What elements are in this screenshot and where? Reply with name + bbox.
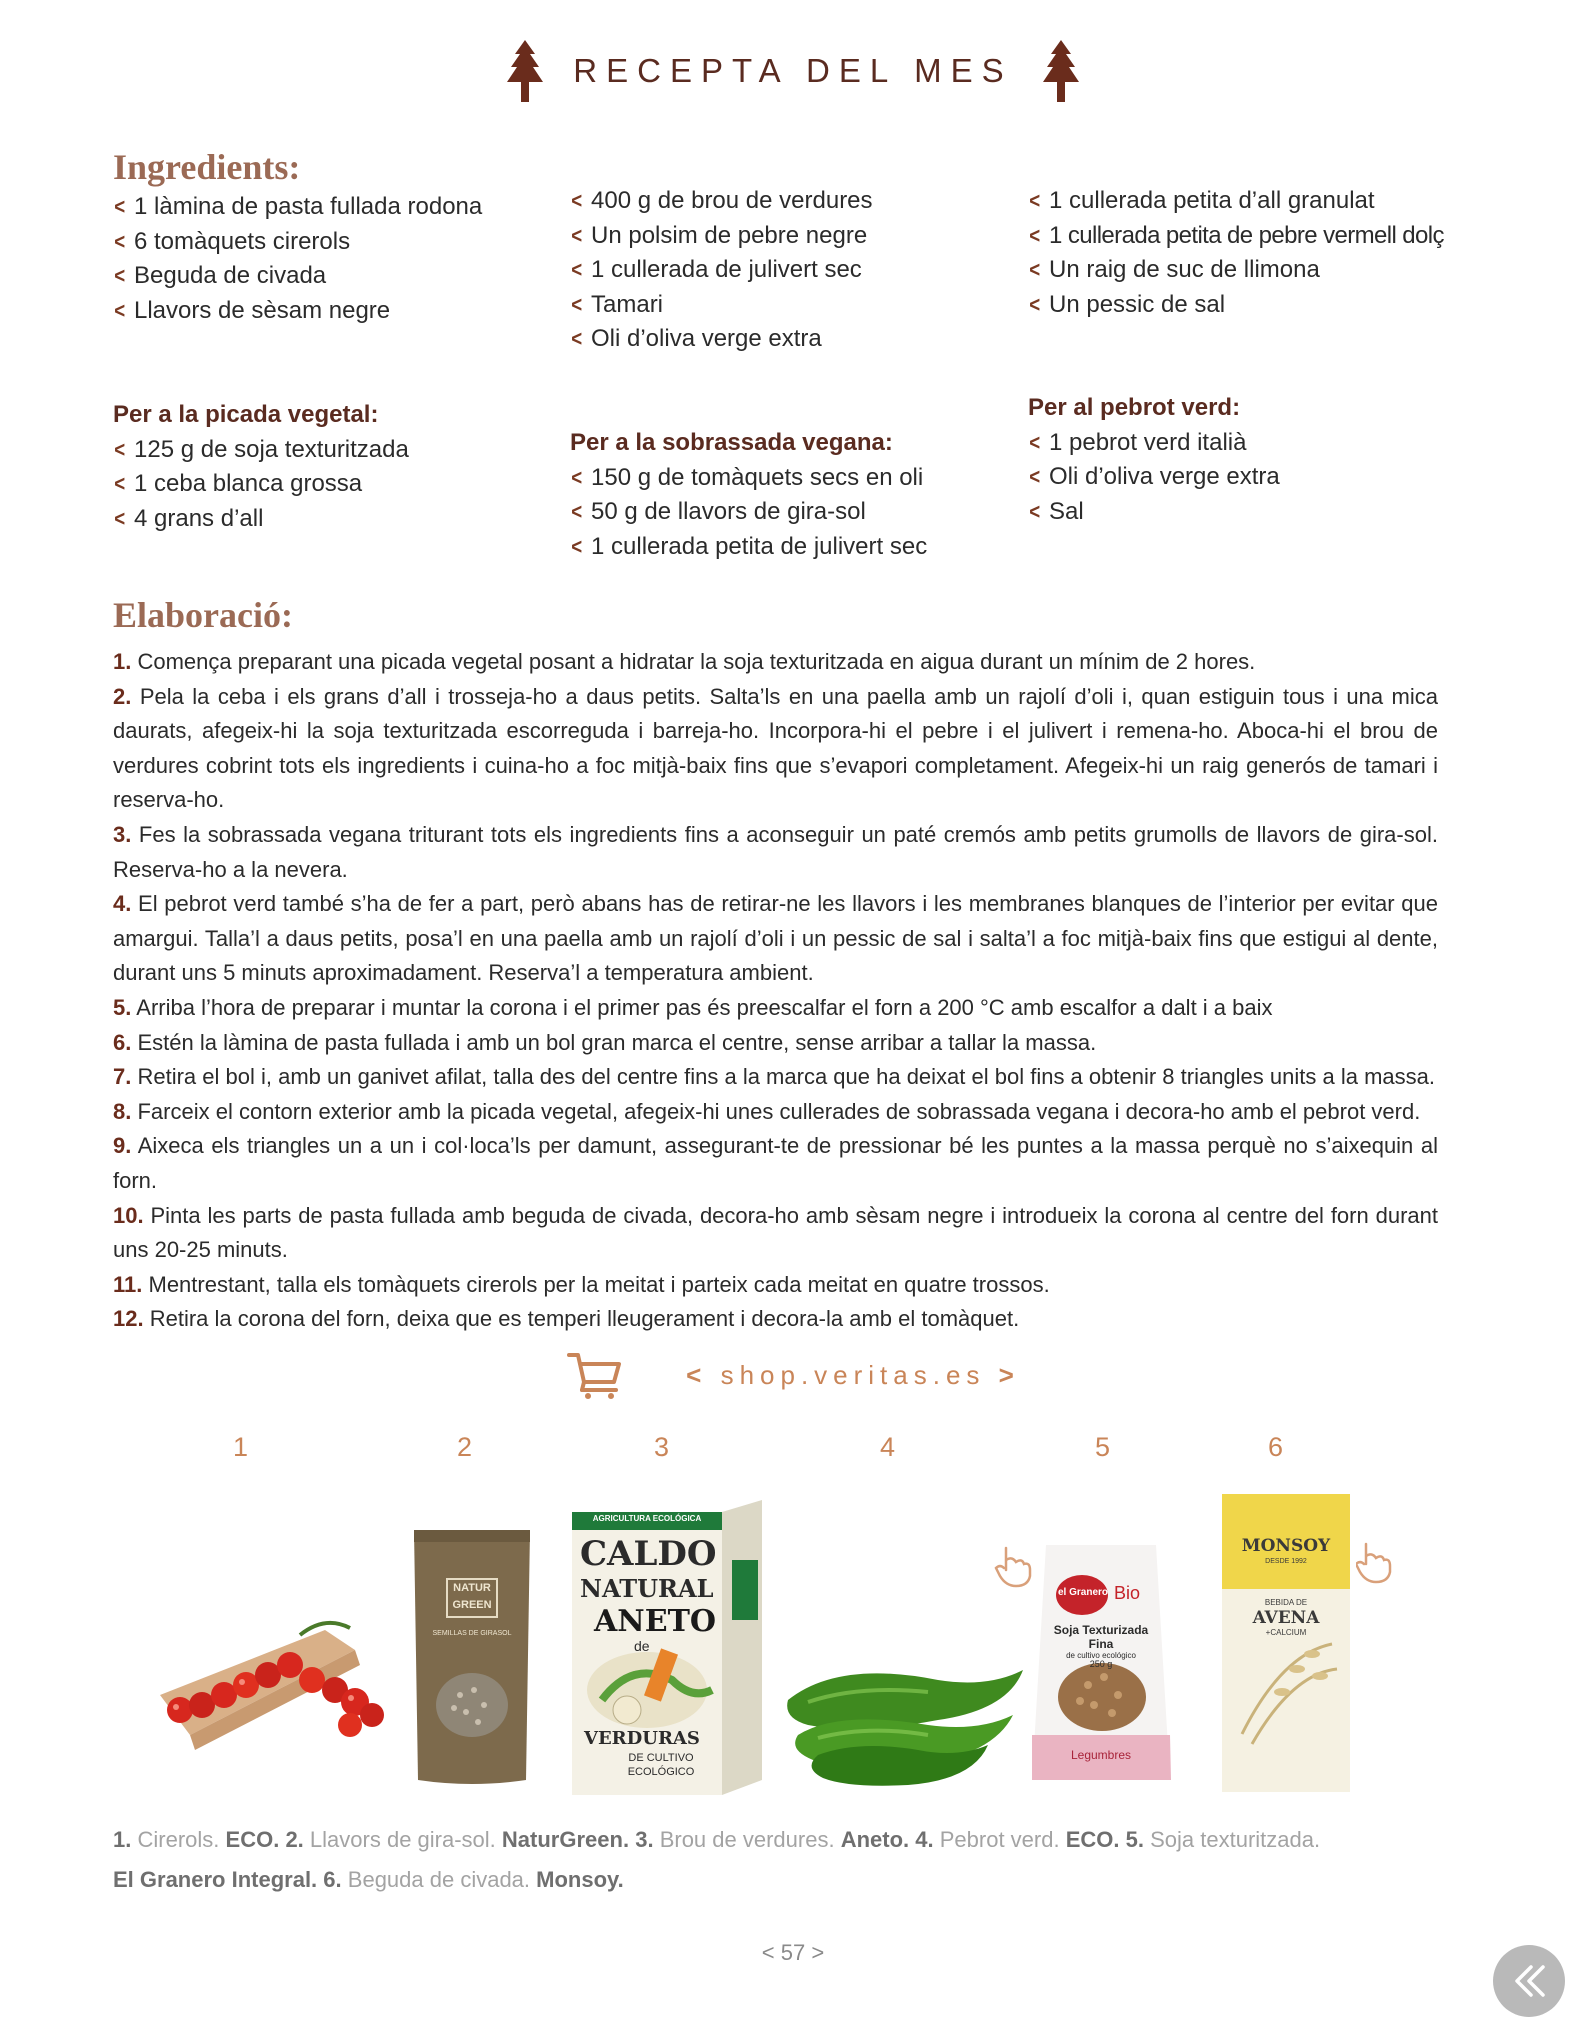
- list-item: < 1 làmina de pasta fullada rodona: [113, 190, 482, 225]
- chevron-left-icon: <: [114, 263, 126, 288]
- product-label: AGRICULTURA ECOLÓGICA: [592, 1514, 702, 1523]
- picada-list: [113, 398, 409, 536]
- product-label: AVENA: [1252, 1608, 1320, 1628]
- product-number: 4: [880, 1432, 896, 1462]
- product-number: 3: [654, 1432, 670, 1462]
- chevron-left-icon: <: [1029, 291, 1041, 317]
- hand-pointer-icon[interactable]: [1356, 1540, 1398, 1584]
- product-label: de: [634, 1638, 650, 1654]
- chevron-left-icon: <: [1029, 429, 1041, 455]
- green-peppers-image[interactable]: [778, 1640, 1028, 1790]
- step: 1. Comença preparant una picada vegetal posant a hidratar la soja texturitzada en aigua durant un mínim de 2 hores.: [113, 649, 1256, 674]
- brand-logo: NATUR GREEN: [446, 1578, 498, 1618]
- product-label: CALDO: [580, 1534, 717, 1574]
- product-label: Fina: [1088, 1637, 1114, 1651]
- list-item: < Oli d’oliva verge extra: [1028, 460, 1280, 495]
- product-label: Legumbres: [1070, 1748, 1132, 1762]
- chevron-left-icon: <: [114, 436, 126, 462]
- list-item: < 6 tomàquets cirerols: [113, 225, 482, 260]
- list-item: < Un raig de suc de llimona: [1028, 253, 1444, 288]
- vegetable-broth-image[interactable]: [572, 1500, 764, 1795]
- shop-link[interactable]: [0, 1350, 1586, 1400]
- list-item: < Un pessic de sal: [1028, 288, 1444, 323]
- sobrassada-title: Per a la sobrassada vegana:: [570, 429, 893, 456]
- chevron-left-icon: <: [571, 188, 583, 213]
- product-label: de cultivo ecológico: [1066, 1651, 1136, 1660]
- pine-tree-icon: [1041, 40, 1081, 102]
- chevron-left-icon: <: [571, 291, 583, 317]
- shop-url-link[interactable]: < shop.veritas.es >: [686, 1359, 1020, 1390]
- list-item: < 1 cullerada petita de pebre vermell dolç: [1028, 219, 1444, 254]
- chevron-left-icon: <: [114, 194, 126, 219]
- brand-logo: ANETO: [594, 1604, 717, 1639]
- chevron-left-icon: <: [114, 505, 126, 531]
- step: 5. Arriba l’hora de preparar i muntar la corona i el primer pas és preescalfar el forn a 200 °C amb escalfor a dalt i a baix: [113, 994, 1273, 1020]
- page-number: < 57 >: [761, 1940, 825, 1965]
- product-number: 1: [233, 1432, 249, 1462]
- list-item: < Beguda de civada: [113, 259, 482, 294]
- chevron-left-icon: <: [571, 464, 583, 490]
- back-button[interactable]: [1493, 1945, 1565, 2017]
- product-label: DE CULTIVO: [628, 1752, 694, 1764]
- product-label: 250 g: [1089, 1659, 1113, 1669]
- product-label: ECOLÓGICO: [627, 1766, 695, 1778]
- list-item: < 1 pebrot verd italià: [1028, 426, 1280, 461]
- list-item: < 150 g de tomàquets secs en oli: [570, 461, 927, 496]
- chevron-left-icon: <: [571, 257, 583, 282]
- product-label: Soja Texturizada: [1053, 1623, 1149, 1637]
- step: 6. Estén la làmina de pasta fullada i amb un bol gran marca el centre, sense arribar a tallar la massa.: [113, 1029, 1097, 1055]
- cherry-tomatoes-image[interactable]: [150, 1610, 385, 1755]
- chevron-left-icon: <: [571, 499, 583, 524]
- product-label: +CALCIUM: [1265, 1628, 1307, 1637]
- ingredients-col1: [113, 190, 482, 328]
- oat-drink-image[interactable]: [1222, 1494, 1350, 1792]
- pine-tree-icon: [505, 40, 545, 102]
- chevron-left-icon: <: [1029, 257, 1041, 282]
- list-item: < 1 cullerada de julivert sec: [570, 253, 873, 288]
- product-number: 2: [457, 1432, 473, 1462]
- chevron-left-icon: <: [571, 222, 583, 248]
- list-item: < Un polsim de pebre negre: [570, 219, 873, 254]
- ingredients-col2: [570, 184, 873, 357]
- list-item: < Oli d’oliva verge extra: [570, 322, 873, 357]
- product-label: NATURAL: [580, 1574, 714, 1603]
- steps-list: [113, 645, 1438, 1337]
- list-item: < 400 g de brou de verdures: [570, 184, 873, 219]
- product-label: BEBIDA DE: [1264, 1598, 1308, 1607]
- picada-title: Per a la picada vegetal:: [113, 401, 379, 428]
- step: 2. Pela la ceba i els grans d’all i trosseja-ho a daus petits. Salta’ls en una paella amb un rajolí d’oli i, quan estiguin tous i una mica daurats, afegeix-hi la soja texturitzada escorreguda i barreja-ho. Incorpora-hi el pebre i el julivert i remena-ho. Aboca-hi el brou de verdures cobrint tots els ingredients i cuina-ho a foc mitjà-baix fins que s’evapori completament. Afegeix-hi un raig generós de tamari i reserva-ho.: [113, 683, 1438, 813]
- list-item: < Llavors de sèsam negre: [113, 294, 482, 329]
- pebrot-title: Per al pebrot verd:: [1028, 394, 1241, 421]
- chevron-left-icon: <: [1029, 222, 1041, 248]
- list-item: < 4 grans d’all: [113, 502, 409, 537]
- chevron-left-icon: <: [114, 471, 126, 496]
- page-title: RECEPTA DEL MES: [573, 52, 1013, 89]
- sunflower-seeds-image[interactable]: [408, 1530, 536, 1785]
- shopping-cart-icon[interactable]: [566, 1350, 624, 1400]
- chevron-left-icon: <: [1029, 498, 1041, 524]
- step: 3. Fes la sobrassada vegana triturant tots els ingredients fins a aconseguir un paté cremós amb petits grumolls de llavors de gira-sol. Reserva-ho a la nevera.: [113, 821, 1438, 882]
- ingredients-title: Ingredients:: [113, 147, 301, 187]
- list-item: < 1 cullerada petita de julivert sec: [570, 530, 927, 565]
- product-label: SEMILLAS DE GIRASOL: [432, 1630, 512, 1637]
- chevron-left-icon: <: [114, 297, 126, 323]
- list-item: < 125 g de soja texturitzada: [113, 433, 409, 468]
- chevron-left-icon: <: [1029, 464, 1041, 489]
- ingredients-col3: [1028, 184, 1444, 322]
- list-item: < 1 cullerada petita d’all granulat: [1028, 184, 1444, 219]
- product-label: Bio: [1114, 1583, 1141, 1603]
- sobrassada-list: [570, 426, 927, 564]
- list-item: < 50 g de llavors de gira-sol: [570, 495, 927, 530]
- chevron-left-icon: <: [571, 533, 583, 559]
- textured-soy-image[interactable]: [1030, 1545, 1172, 1780]
- elaboracio-title: Elaboració:: [113, 595, 293, 635]
- step: 7. Retira el bol i, amb un ganivet afilat, talla des del centre fins a la marca que ha deixat el bol fins a obtenir 8 triangles units a la massa.: [113, 1064, 1435, 1090]
- chevron-left-icon: <: [571, 326, 583, 351]
- step: 12. Retira la corona del forn, deixa que es temperi lleugerament i decora-la amb el tomàquet.: [113, 1306, 1020, 1332]
- list-item: < Sal: [1028, 495, 1280, 530]
- pebrot-list: [1028, 391, 1280, 529]
- list-item: < Tamari: [570, 288, 873, 323]
- products-caption: 1. Cirerols. ECO. 2. Llavors de gira-sol. NaturGreen. 3. Brou de verdures. Aneto. 4. Pebrot verd. ECO. 5. Soja texturitzada. El Granero Integral. 6. Beguda de civada. Monsoy.: [113, 1827, 1321, 1892]
- double-chevron-left-icon[interactable]: [1509, 1961, 1549, 2001]
- product-label: VERDURAS: [584, 1728, 700, 1749]
- step: 9. Aixeca els triangles un a un i col·loca’ls per damunt, assegurant-te de pressionar bé les puntes a la massa perquè no s’aixequin al forn.: [113, 1133, 1438, 1193]
- chevron-left-icon: <: [1029, 188, 1041, 213]
- step: 11. Mentrestant, talla els tomàquets cirerols per la meitat i parteix cada meitat en quatre trossos.: [113, 1271, 1050, 1297]
- brand-logo: MONSOY: [1241, 1536, 1331, 1556]
- chevron-left-icon: <: [114, 228, 126, 254]
- hand-pointer-icon[interactable]: [994, 1542, 1032, 1590]
- product-label: DESDE 1992: [1265, 1558, 1307, 1565]
- product-number: 5: [1095, 1432, 1111, 1462]
- product-number: 6: [1268, 1432, 1284, 1462]
- step: 4. El pebrot verd també s’ha de fer a part, però abans has de retirar-ne les llavors i les membranes blanques de l’interior per evitar que amargui. Talla’l a daus petits, posa’l en una paella amb un rajolí d’oli i un pessic de sal i salta’l a foc mitjà-baix fins que estigui al dente, durant uns 5 minuts aproximadament. Reserva’l a temperatura ambient.: [113, 891, 1438, 986]
- step: 10. Pinta les parts de pasta fullada amb beguda de civada, decora-ho amb sèsam negre i introdueix la corona al centre del forn durant uns 20-25 minuts.: [113, 1202, 1438, 1263]
- page-header: [0, 40, 1586, 102]
- brand-logo: el Granero: [1057, 1587, 1109, 1598]
- step: 8. Farceix el contorn exterior amb la picada vegetal, afegeix-hi unes cullerades de sobrassada vegana i decora-ho amb el pebrot verd.: [113, 1098, 1421, 1124]
- list-item: < 1 ceba blanca grossa: [113, 467, 409, 502]
